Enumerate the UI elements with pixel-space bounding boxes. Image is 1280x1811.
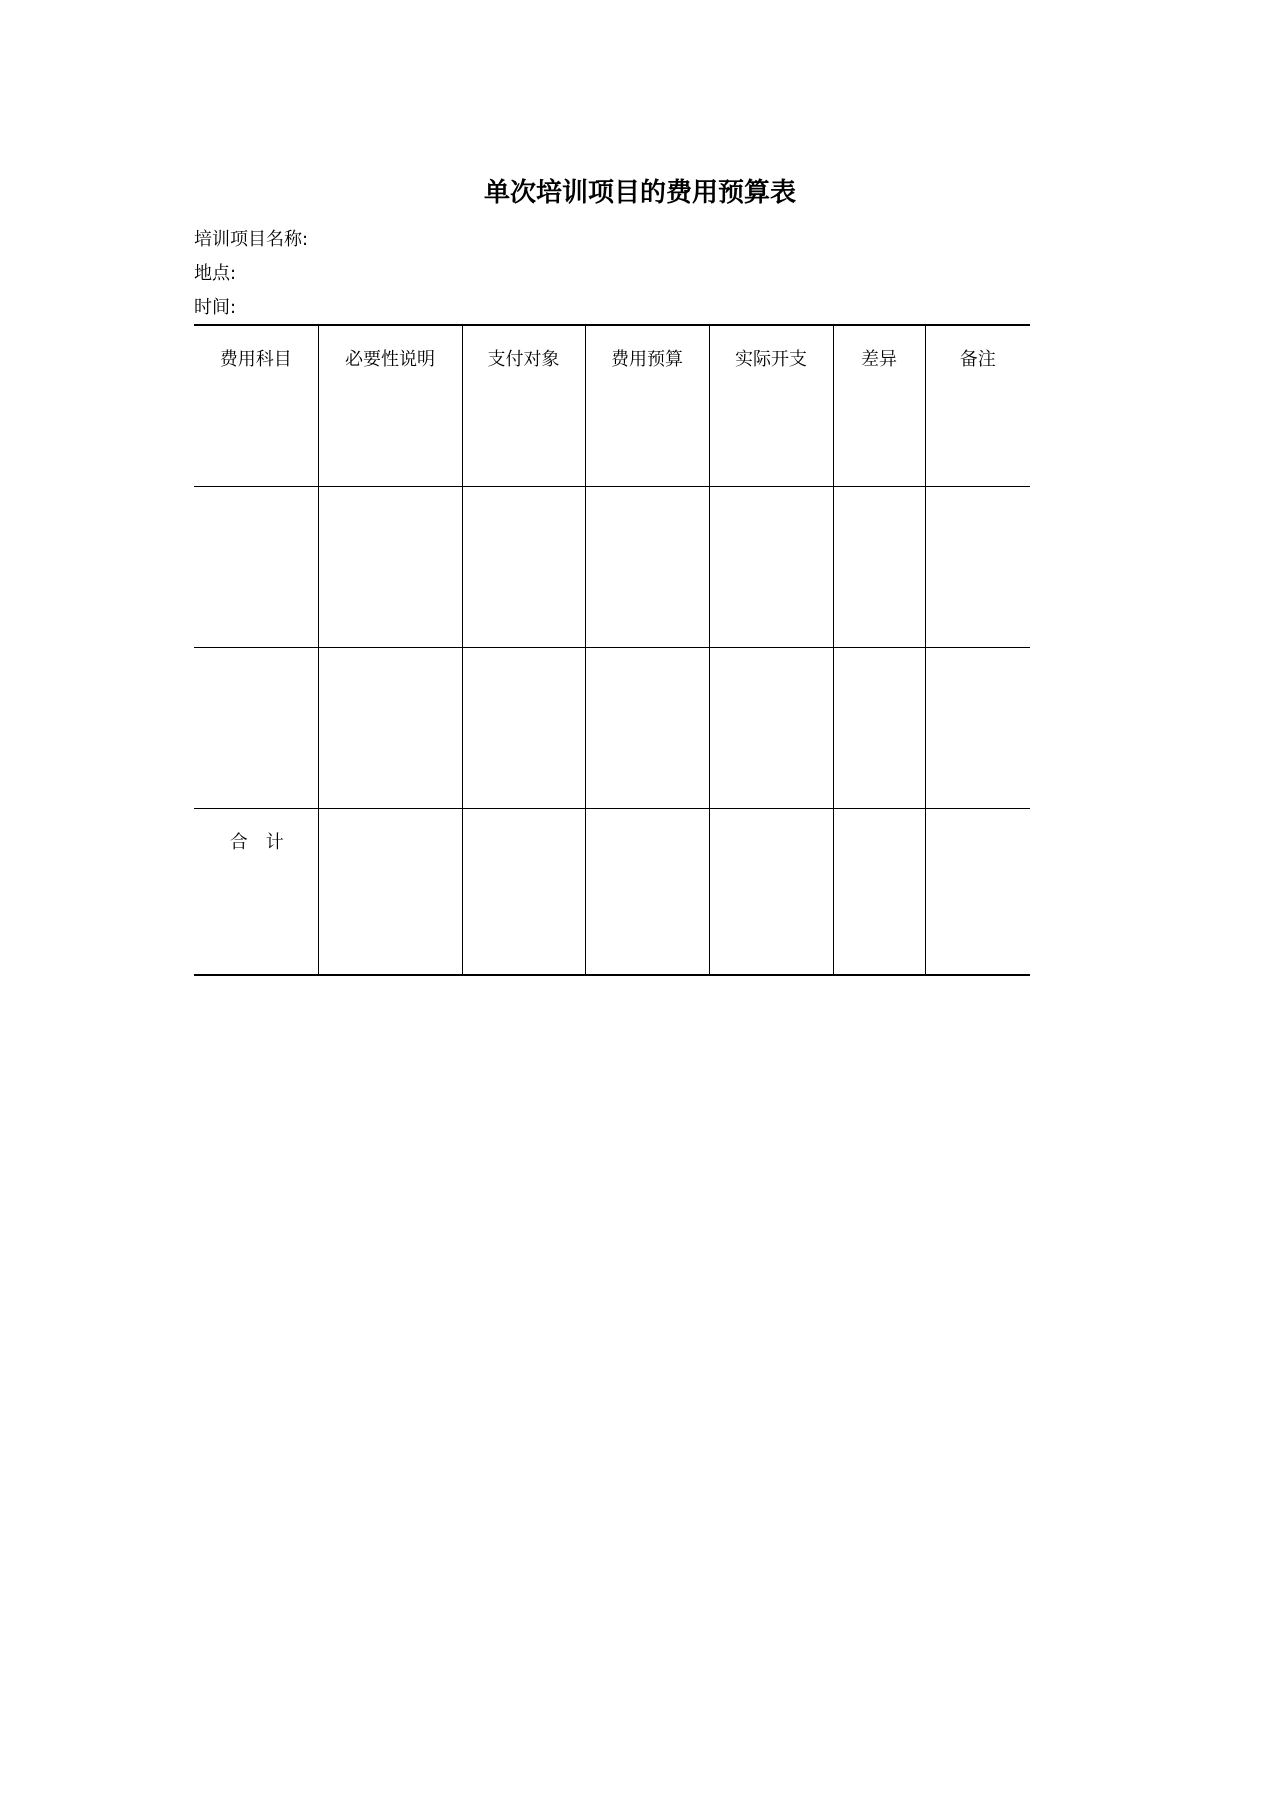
table-row bbox=[194, 486, 1030, 647]
table-cell bbox=[833, 486, 925, 647]
project-name-label: 培训项目名称: bbox=[194, 229, 309, 250]
table-cell bbox=[318, 647, 462, 808]
table-cell bbox=[194, 486, 318, 647]
table-cell bbox=[462, 486, 585, 647]
header-payee: 支付对象 bbox=[462, 325, 585, 486]
table-cell bbox=[462, 647, 585, 808]
table-cell bbox=[194, 647, 318, 808]
header-necessity: 必要性说明 bbox=[318, 325, 462, 486]
header-remarks: 备注 bbox=[925, 325, 1030, 486]
header-actual: 实际开支 bbox=[709, 325, 833, 486]
table-cell bbox=[709, 647, 833, 808]
header-budget: 费用预算 bbox=[585, 325, 709, 486]
table-cell bbox=[833, 808, 925, 975]
table-cell bbox=[925, 808, 1030, 975]
table-cell bbox=[585, 647, 709, 808]
table-cell bbox=[462, 808, 585, 975]
location-label: 地点: bbox=[194, 263, 237, 284]
table-cell bbox=[925, 486, 1030, 647]
table-header-row bbox=[194, 325, 1030, 486]
table-cell bbox=[585, 808, 709, 975]
table-cell bbox=[318, 808, 462, 975]
table-cell bbox=[709, 486, 833, 647]
budget-table bbox=[194, 324, 1030, 976]
header-difference: 差异 bbox=[833, 325, 925, 486]
table-cell bbox=[925, 647, 1030, 808]
time-label: 时间: bbox=[194, 297, 237, 318]
table-cell bbox=[318, 486, 462, 647]
table-cell bbox=[585, 486, 709, 647]
table-row bbox=[194, 647, 1030, 808]
total-label: 合计 bbox=[194, 808, 318, 975]
table-cell bbox=[709, 808, 833, 975]
table-total-row bbox=[194, 808, 1030, 975]
header-expense-item: 费用科目 bbox=[194, 325, 318, 486]
table-cell bbox=[833, 647, 925, 808]
document-title: 单次培训项目的费用预算表 bbox=[483, 178, 796, 208]
